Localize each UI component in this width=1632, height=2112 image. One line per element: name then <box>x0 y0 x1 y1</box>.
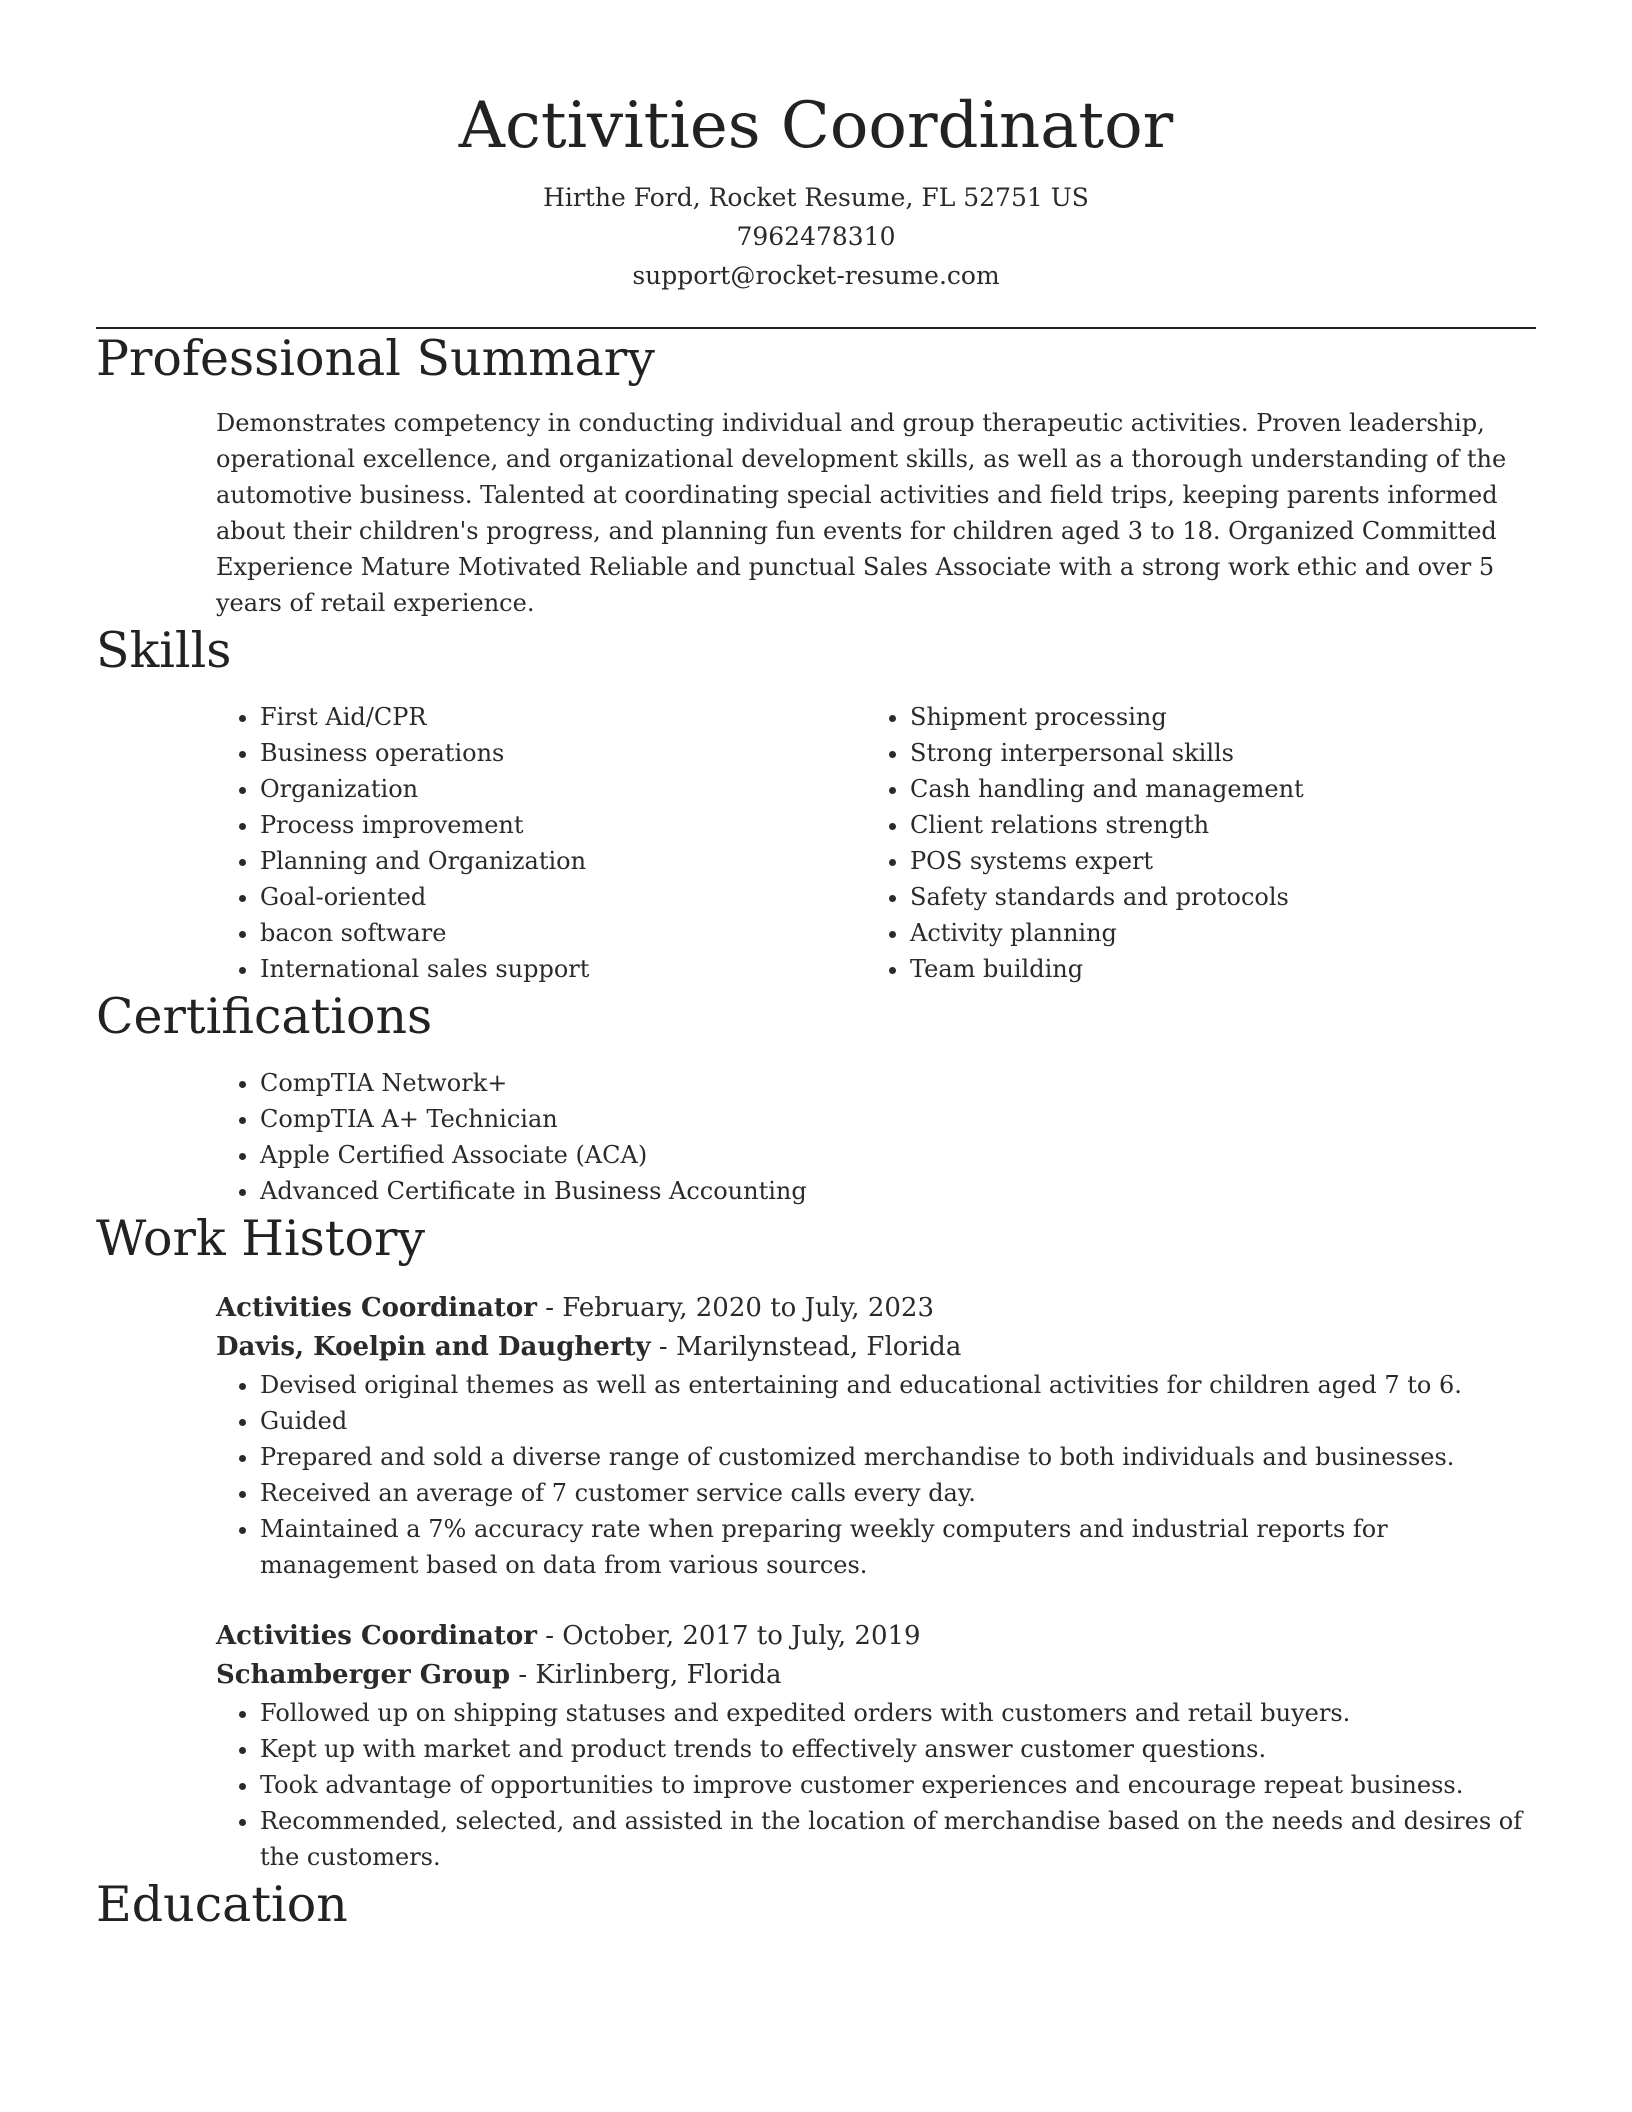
skill-item: • Goal-oriented <box>260 879 866 915</box>
skills-column-right <box>866 699 1516 987</box>
job-entry <box>216 1617 1536 1875</box>
certification-item: • CompTIA A+ Technician <box>260 1101 1536 1137</box>
contact-address: Hirthe Ford, Rocket Resume, FL 52751 US <box>543 183 1089 212</box>
resume-header <box>96 0 1536 295</box>
job-duties <box>216 1367 1536 1583</box>
skill-item: • Strong interpersonal skills <box>910 735 1516 771</box>
skill-item: • First Aid/CPR <box>260 699 866 735</box>
job-duties <box>216 1695 1536 1875</box>
education-heading: Education <box>96 1876 348 1933</box>
job-duty-item: • Guided <box>260 1403 1536 1439</box>
skill-item: • Planning and Organization <box>260 843 866 879</box>
job-role: Activities Coordinator <box>216 1293 537 1323</box>
job-duty-item: • Followed up on shipping statuses and expedited orders with customers and retail buyers. <box>260 1695 1536 1731</box>
job-role: Activities Coordinator <box>216 1621 537 1651</box>
job-location: - Kirlinberg, Florida <box>510 1660 782 1690</box>
skills-column-left <box>216 699 866 987</box>
skill-item: • Team building <box>910 951 1516 987</box>
job-duty-item: • Devised original themes as well as entertaining and educational activities for children aged 7 to 6. <box>260 1367 1536 1403</box>
skill-item: • Shipment processing <box>910 699 1516 735</box>
contact-email: support@rocket-resume.com <box>632 261 1000 290</box>
job-duty-item: • Prepared and sold a diverse range of customized merchandise to both individuals and businesses. <box>260 1439 1536 1475</box>
job-company: Davis, Koelpin and Daugherty <box>216 1332 651 1362</box>
summary-text: Demonstrates competency in conducting individual and group therapeutic activities. Proven leadership, operational excellence, and organizational development skills, as well as a thorough understanding of the automotive business. Talented at coordinating special activities and field trips, keeping parents informed about their children's progress, and planning fun events for children aged 3 to 18. Organized Committed Experience Mature Motivated Reliable and punctual Sales Associate with a strong work ethic and over 5 years of retail experience. <box>216 409 1507 617</box>
certification-item: • Apple Certified Associate (ACA) <box>260 1137 1536 1173</box>
job-duty-item: • Recommended, selected, and assisted in the location of merchandise based on the needs and desires of the customers. <box>260 1803 1536 1875</box>
work-history <box>96 1289 1536 1875</box>
skill-item: • Activity planning <box>910 915 1516 951</box>
certifications-heading: Certifications <box>96 988 433 1045</box>
job-dates: - October, 2017 to July, 2019 <box>536 1621 921 1651</box>
skill-item: • Organization <box>260 771 866 807</box>
job-company: Schamberger Group <box>216 1660 511 1690</box>
job-entry <box>216 1289 1536 1583</box>
certification-item: • Advanced Certificate in Business Accounting <box>260 1173 1536 1209</box>
contact-block <box>96 178 1536 295</box>
job-duty-item: • Received an average of 7 customer service calls every day. <box>260 1475 1536 1511</box>
certifications-list <box>216 1065 1536 1209</box>
job-location: - Marilynstead, Florida <box>650 1332 962 1362</box>
summary-heading: Professional Summary <box>96 330 655 387</box>
contact-phone: 7962478310 <box>736 222 896 251</box>
job-dates: - February, 2020 to July, 2023 <box>536 1293 934 1323</box>
skill-item: • POS systems expert <box>910 843 1516 879</box>
work-history-heading: Work History <box>96 1210 426 1267</box>
job-duty-item: • Took advantage of opportunities to improve customer experiences and encourage repeat business. <box>260 1767 1536 1803</box>
certification-item: • CompTIA Network+ <box>260 1065 1536 1101</box>
resume-name: Activities Coordinator <box>458 89 1174 163</box>
skill-item: • Process improvement <box>260 807 866 843</box>
skill-item: • Cash handling and management <box>910 771 1516 807</box>
job-company-line <box>216 1328 1536 1367</box>
job-duty-item: • Kept up with market and product trends to effectively answer customer questions. <box>260 1731 1536 1767</box>
skill-item: • Safety standards and protocols <box>910 879 1516 915</box>
skill-item: • Business operations <box>260 735 866 771</box>
job-duty-item: • Maintained a 7% accuracy rate when preparing weekly computers and industrial reports for management based on data from various sources. <box>260 1511 1536 1583</box>
skills-list-left <box>216 699 866 987</box>
job-company-line <box>216 1656 1536 1695</box>
skills-grid <box>96 699 1536 987</box>
skills-list-right <box>866 699 1516 987</box>
skill-item: • International sales support <box>260 951 866 987</box>
skill-item: • bacon software <box>260 915 866 951</box>
job-title-line <box>216 1617 1536 1656</box>
skill-item: • Client relations strength <box>910 807 1516 843</box>
job-title-line <box>216 1289 1536 1328</box>
skills-heading: Skills <box>96 622 232 679</box>
